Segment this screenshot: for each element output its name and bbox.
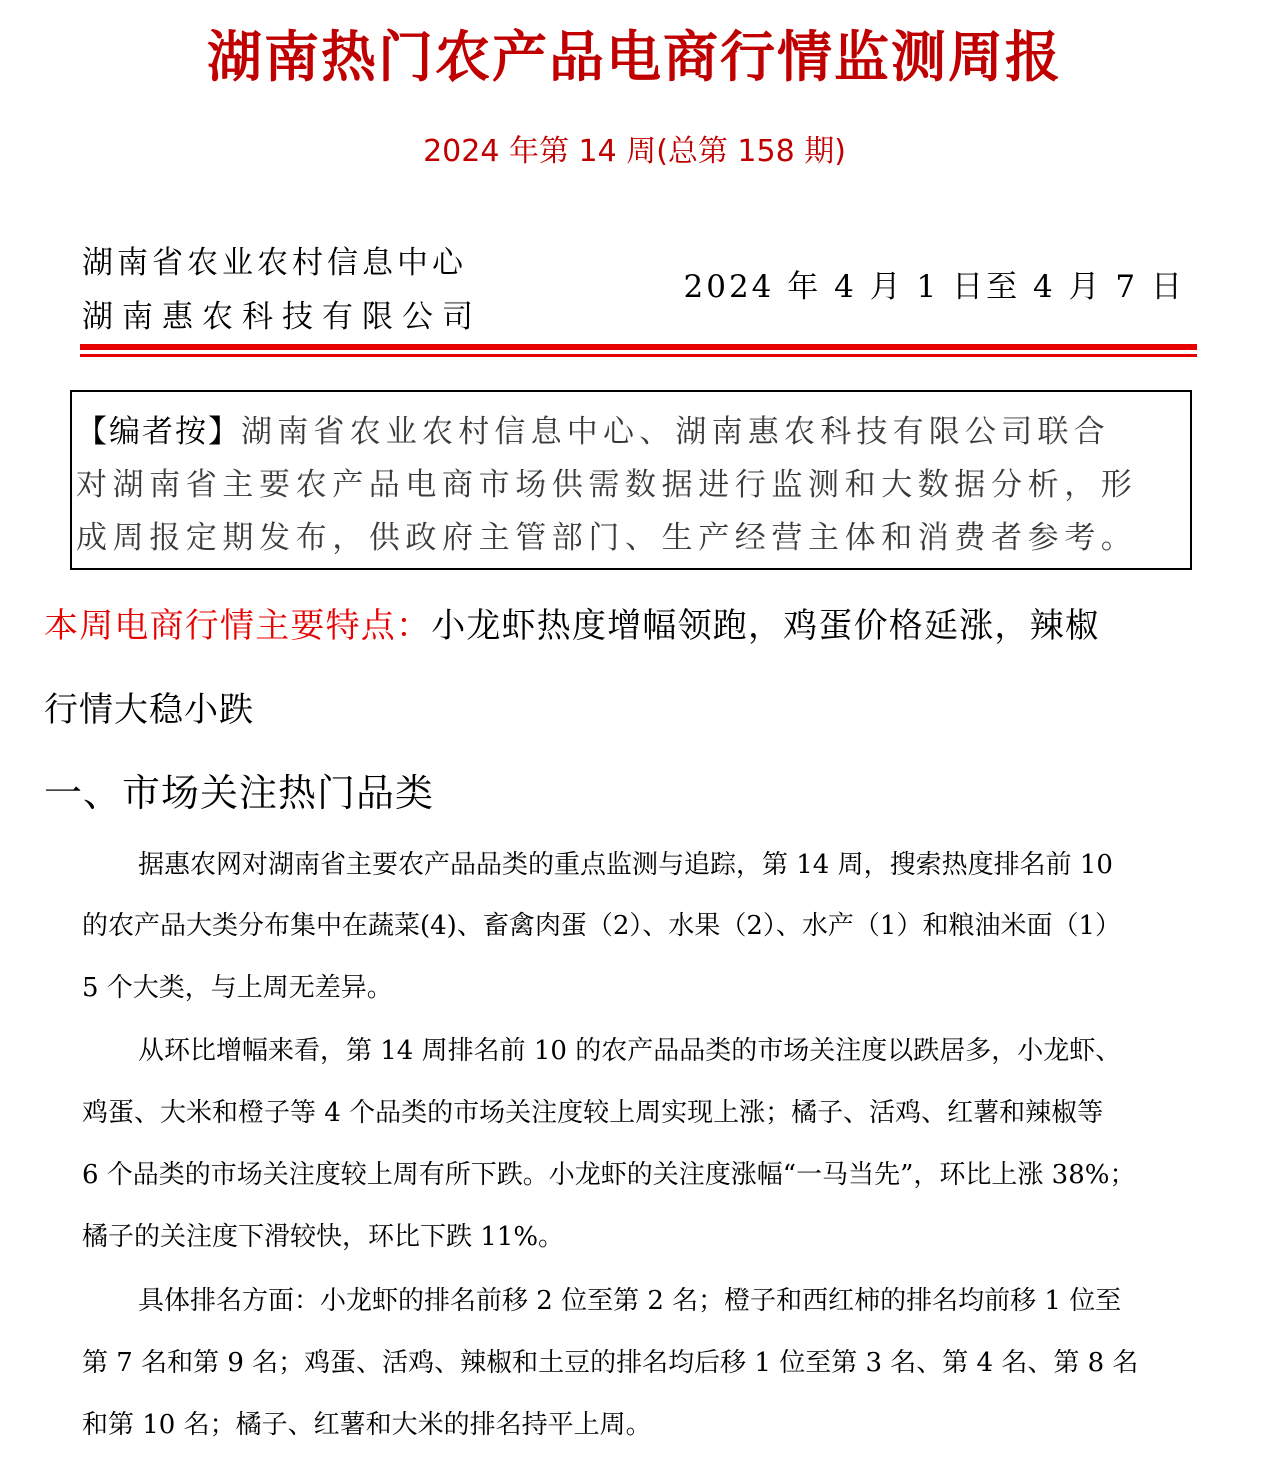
paragraph-3-line-1: 具体排名方面：小龙虾的排名前移 2 位至第 2 名；橙子和西红柿的排名均前移 1 位至 bbox=[138, 1286, 1122, 1316]
date-range: 2024 年 4 月 1 日至 4 月 7 日 bbox=[683, 269, 1185, 305]
paragraph-2-line-1: 从环比增幅来看，第 14 周排名前 10 的农产品品类的市场关注度以跌居多，小龙虾、 bbox=[138, 1036, 1122, 1066]
paragraph-2-line-2: 鸡蛋、大米和橙子等 4 个品类的市场关注度较上周实现上涨；橘子、活鸡、红薯和辣椒等 bbox=[82, 1098, 1104, 1128]
editor-note-label: 【编者按】 bbox=[76, 414, 241, 450]
editor-note-line-1 bbox=[76, 410, 1186, 454]
paragraph-3-line-3: 和第 10 名；橘子、红薯和大米的排名持平上周。 bbox=[82, 1410, 652, 1440]
editor-note-line-2: 对湖南省主要农产品电商市场供需数据进行监测和大数据分析，形 bbox=[76, 467, 1138, 503]
publisher-org-2: 湖南惠农科技有限公司 bbox=[82, 299, 482, 335]
paragraph-1-line-3: 5 个大类，与上周无差异。 bbox=[82, 973, 393, 1003]
paragraph-2-line-4: 橘子的关注度下滑较快，环比下跌 11%。 bbox=[82, 1222, 565, 1252]
paragraph-3-line-2: 第 7 名和第 9 名；鸡蛋、活鸡、辣椒和土豆的排名均后移 1 位至第 3 名、第 4 名、第 8 名 bbox=[82, 1348, 1139, 1378]
report-title: 湖南热门农产品电商行情监测周报 bbox=[206, 24, 1062, 89]
section-heading: 一、市场关注热门品类 bbox=[44, 771, 435, 815]
weekly-feature-text-1: 小龙虾热度增幅领跑，鸡蛋价格延涨，辣椒 bbox=[431, 606, 1101, 646]
editor-note-text-1: 湖南省农业农村信息中心、湖南惠农科技有限公司联合 bbox=[241, 414, 1110, 450]
weekly-feature-line-1 bbox=[44, 602, 1100, 650]
weekly-feature-line-2: 行情大稳小跌 bbox=[44, 690, 254, 730]
weekly-feature-label: 本周电商行情主要特点： bbox=[44, 606, 432, 646]
paragraph-1-line-2: 的农产品大类分布集中在蔬菜(4)、畜禽肉蛋（2）、水果（2）、水产（1）和粮油米面（1） bbox=[82, 911, 1121, 941]
issue-number: 2024 年第 14 周(总第 158 期) bbox=[423, 134, 846, 169]
paragraph-1-line-1: 据惠农网对湖南省主要农产品品类的重点监测与追踪，第 14 周，搜索热度排名前 10 bbox=[138, 850, 1113, 880]
publisher-org-1: 湖南省农业农村信息中心 bbox=[82, 245, 467, 281]
header-divider-thick bbox=[80, 344, 1197, 350]
paragraph-2-line-3: 6 个品类的市场关注度较上周有所下跌。小龙虾的关注度涨幅“一马当先”，环比上涨 38%； bbox=[82, 1160, 1136, 1190]
header-divider-thin bbox=[80, 354, 1197, 357]
editor-note-line-3: 成周报定期发布，供政府主管部门、生产经营主体和消费者参考。 bbox=[76, 520, 1138, 556]
